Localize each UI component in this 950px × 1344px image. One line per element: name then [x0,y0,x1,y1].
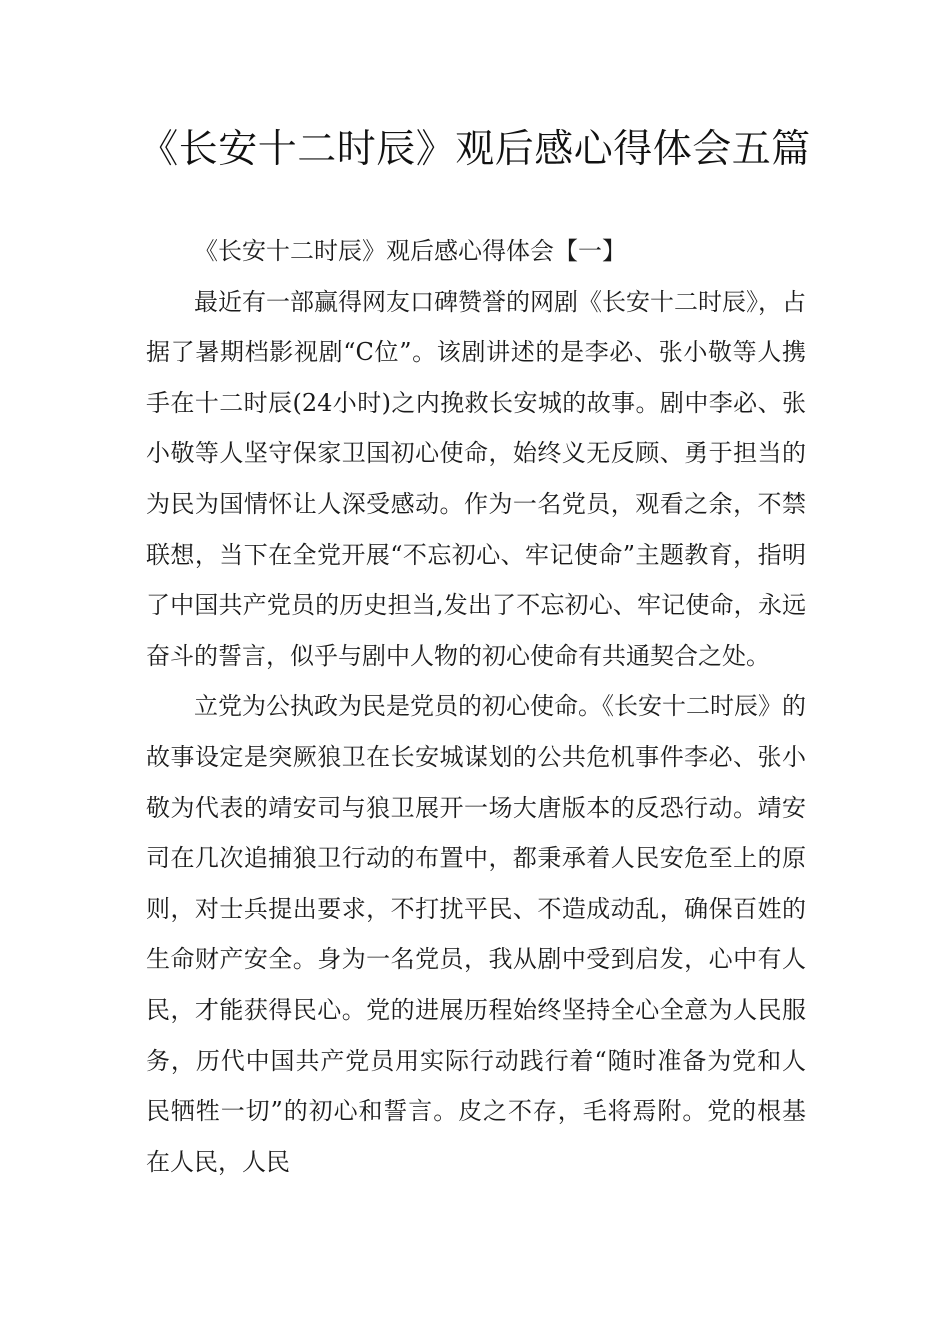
paragraph-1: 最近有一部赢得网友口碑赞誉的网剧《长安十二时辰》，占据了暑期档影视剧“C位”。该剧讲述的是李必、张小敬等人携手在十二时辰(24小时)之内挽救长安城的故事。剧中李必、张小敬等人坚守保家卫国初心使命，始终义无反顾、勇于担当的为民为国情怀让人深受感动。作为一名党员，观看之余，不禁联想，当下在全党开展“不忘初心、牢记使命”主题教育，指明了中国共产党员的历史担当,发出了不忘初心、牢记使命，永远奋斗的誓言，似乎与剧中人物的初心使命有共通契合之处。 [146,287,806,670]
document-body [146,226,806,1187]
document-title: 《长安十二时辰》观后感心得体会五篇 [139,127,811,172]
paragraph-2: 立党为公执政为民是党员的初心使命。《长安十二时辰》的故事设定是突厥狼卫在长安城谋划的公共危机事件李必、张小敬为代表的靖安司与狼卫展开一场大唐版本的反恐行动。靖安司在几次追捕狼卫行动的布置中，都秉承着人民安危至上的原则，对士兵提出要求，不打扰平民、不造成动乱，确保百姓的生命财产安全。身为一名党员，我从剧中受到启发，心中有人民，才能获得民心。党的进展历程始终坚持全心全意为人民服务，历代中国共产党员用实际行动践行着“随时准备为党和人民牺牲一切”的初心和誓言。皮之不存，毛将焉附。党的根基在人民，人民 [146,692,806,1176]
section-heading: 《长安十二时辰》观后感心得体会【一】 [194,237,626,265]
